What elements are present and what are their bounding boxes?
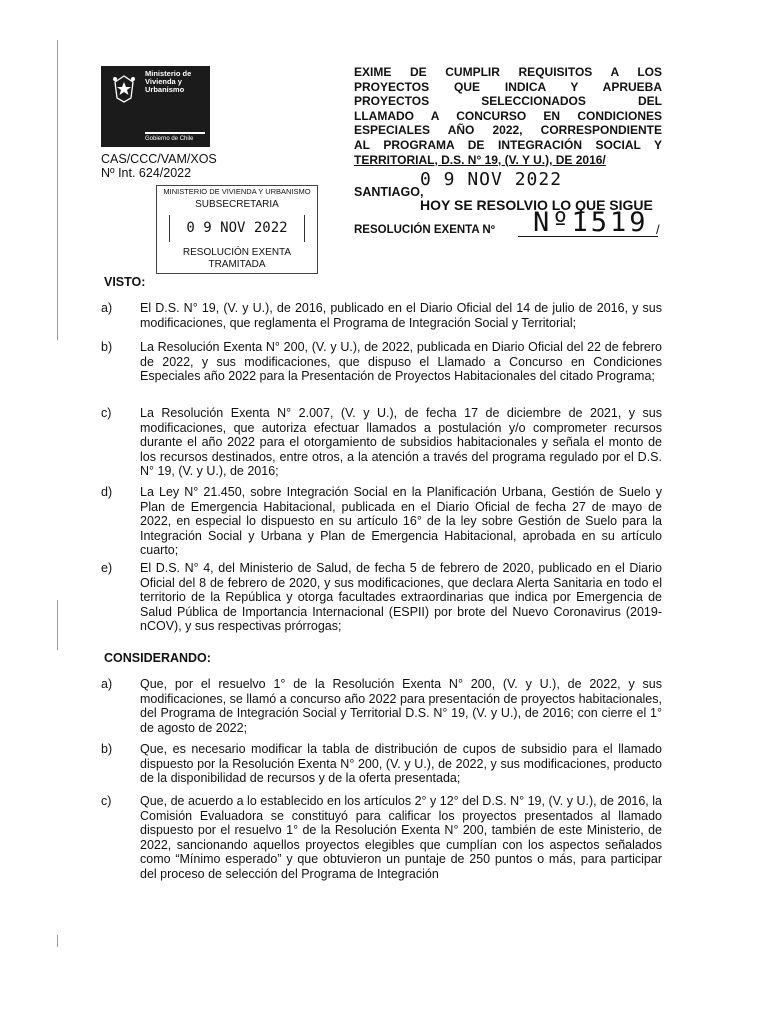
visto-item-letter: c)	[101, 406, 112, 420]
visto-heading: VISTO:	[104, 275, 146, 289]
reference-code: CAS/CCC/VAM/XOS	[101, 152, 217, 166]
visto-item-text: El D.S. N° 19, (V. y U.), de 2016, publicado en el Diario Oficial del 14 de julio de 2016, y sus modificaciones, que reglamenta el Programa de Integración Social y Territorial;	[140, 301, 662, 330]
date-stamp: 0 9 NOV 2022	[420, 169, 563, 190]
visto-item-text: La Resolución Exenta N° 2.007, (V. y U.), de fecha 17 de diciembre de 2021, y sus modificaciones, que autoriza efectuar llamados a postulación y/o comprometer recursos durante el año 2022 para el otorgamiento de subsidios habitacionales y señala el monto de los recursos destinados, entre otros, a la atención a través del programa regulado por el D.S. N° 19, (V. y U.), de 2016;	[140, 406, 662, 479]
stamp-ministry: MINISTERIO DE VIVIENDA Y URBANISMO	[163, 187, 311, 196]
resolution-number: Nº1519	[533, 207, 649, 238]
resolved-stamp: HOY SE RESOLVIO LO QUE SIGUE	[420, 197, 653, 213]
resolution-slash: /	[656, 222, 660, 237]
logo-line-1: Ministerio de	[145, 69, 192, 78]
considerando-heading: CONSIDERANDO:	[104, 651, 211, 665]
scan-margin-mark	[57, 40, 58, 340]
considerando-item-text: Que, por el resuelvo 1° de la Resolución Exenta N° 200, (V. y U.), de 2022, y sus modificaciones, se llamó a concurso año 2022 para presentación de proyectos habitacionales, del Programa de Integración Social y Territorial D.S. N° 19, (V. y U.), de 2016; con cierre el 1° de agosto de 2022;	[140, 677, 662, 735]
considerando-item-text: Que, es necesario modificar la tabla de distribución de cupos de subsidio para el llamado dispuesto por la Resolución Exenta N° 200, (V. y U.), de 2022, y sus modificaciones, producto de la disponibilidad de recursos y de la oferta presentada;	[140, 742, 662, 786]
resolution-label: RESOLUCIÓN EXENTA Nº	[354, 224, 495, 236]
stamp-office: SUBSECRETARIA	[195, 199, 279, 210]
stamp-status-2: TRAMITADA	[208, 259, 266, 270]
considerando-item-letter: c)	[101, 794, 112, 808]
title-line: TERRITORIAL, D.S. N° 19, (V. Y U.), DE 2016/	[354, 152, 606, 167]
logo-line-2: Vivienda y	[145, 77, 182, 86]
title-line: ESPECIALES AÑO 2022, CORRESPONDIENTE	[354, 123, 662, 138]
visto-item-letter: b)	[101, 340, 113, 354]
considerando-item-letter: b)	[101, 742, 113, 756]
visto-item-text: El D.S. N° 4, del Ministerio de Salud, de fecha 5 de febrero de 2020, publicado en el Diario Oficial del 8 de febrero de 2020, y sus modificaciones, que declara Alerta Sanitaria en todo el territorio de la República y otorga facultades extraordinarias que indica por Emergencia de Salud Pública de Importancia Internacional (ESPII) por brote del Nuevo Coronavirus (2019-nCOV), y sus respectivas prórrogas;	[140, 561, 662, 634]
scan-margin-mark	[57, 600, 58, 650]
visto-item-letter: d)	[101, 485, 113, 499]
considerando-item-letter: a)	[101, 677, 113, 691]
visto-item-letter: e)	[101, 561, 113, 575]
title-line: AL PROGRAMA DE INTEGRACIÓN SOCIAL Y	[354, 137, 662, 152]
scan-margin-mark	[57, 935, 58, 947]
logo-footer: Gobierno de Chile	[145, 136, 194, 142]
document-title	[354, 65, 662, 167]
stamp-date: 0 9 NOV 2022	[169, 215, 305, 242]
stamp-status-1: RESOLUCIÓN EXENTA	[182, 247, 292, 258]
coat-of-arms-icon	[109, 72, 139, 104]
ministry-logo	[101, 66, 210, 147]
logo-divider	[145, 132, 205, 134]
title-line: PROYECTOS SELECCIONADOS DEL	[354, 94, 662, 109]
title-line: EXIME DE CUMPLIR REQUISITOS A LOS	[354, 65, 662, 79]
visto-item-text: La Resolución Exenta N° 200, (V. y U.), de 2022, publicada en Diario Oficial del 22 de febrero de 2022, y sus modificaciones, que dispuso el Llamado a Concurso en Condiciones Especiales año 2022 para la Presentación de Proyectos Habitacionales del citado Programa;	[140, 340, 662, 384]
title-line: LLAMADO A CONCURSO EN CONDICIONES	[354, 108, 662, 123]
visto-item-letter: a)	[101, 301, 113, 315]
considerando-item-text: Que, de acuerdo a lo establecido en los artículos 2° y 12° del D.S. N° 19, (V. y U.), de 2016, la Comisión Evaluadora se constituyó para calificar los proyectos presentados al llamado dispuesto por el resuelvo 1° de la Resolución Exenta N° 200, también de este Ministerio, de 2022, sancionando aquellos proyectos elegibles que cumplían con los aspectos señalados como “Mínimo esperado” y que obtuvieron un puntaje de 250 puntos o más, para participar del proceso de selección del Programa de Integración	[140, 794, 662, 881]
internal-number: Nº Int. 624/2022	[101, 166, 192, 180]
title-line: PROYECTOS QUE INDICA Y APRUEBA	[354, 79, 662, 94]
visto-item-text: La Ley N° 21.450, sobre Integración Social en la Planificación Urbana, Gestión de Suelo y Plan de Emergencia Habitacional, publicada en el Diario Oficial de fecha 27 de mayo de 2022, en especial lo dispuesto en su artículo 16° de la ley sobre Gestión de Suelo para la Integración Social y Urbana y Plan de Emergencia Habitacional, aprobada en su artículo cuarto;	[140, 485, 662, 558]
tramitada-stamp	[156, 185, 318, 274]
logo-line-3: Urbanismo	[145, 85, 185, 94]
city-label: SANTIAGO,	[354, 185, 424, 199]
